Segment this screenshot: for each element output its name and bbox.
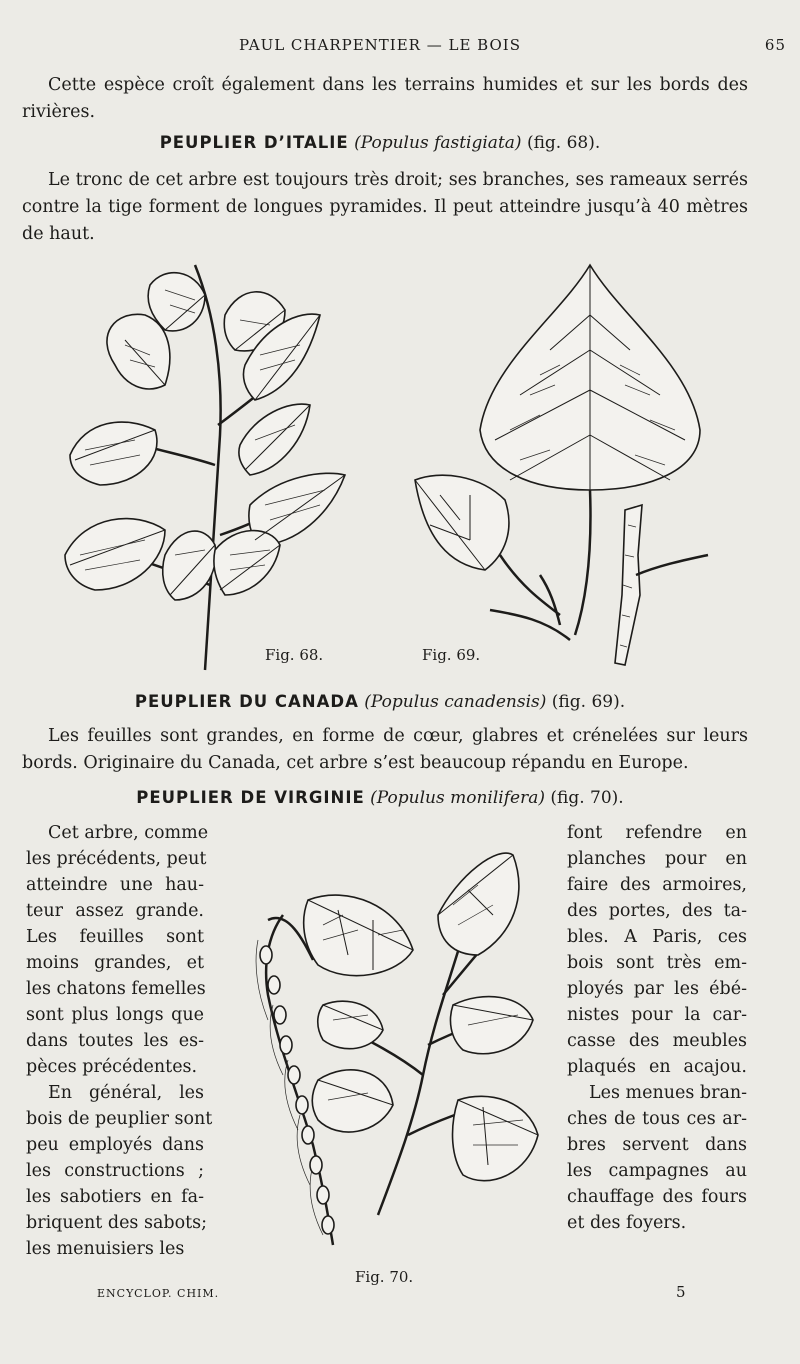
text-line: casse des meubles bbox=[567, 1031, 747, 1051]
text-line: les menuisiers les bbox=[26, 1239, 185, 1259]
fig-70-illustration bbox=[228, 845, 558, 1265]
text-line: peu employés dans bbox=[26, 1135, 204, 1155]
italie-paragraph: Le tronc de cet arbre est toujours très droit; ses branches, ses rameaux serrés contre la tige forment de longues pyramides. Il peut atteindre jusqu’à 40 mètres de haut. bbox=[22, 170, 748, 244]
heading-peuplier-virginie bbox=[0, 788, 760, 808]
footer-signature: ENCYCLOP. CHIM. bbox=[97, 1287, 220, 1300]
text-line: ployés par les ébé- bbox=[567, 979, 747, 999]
text-line: Les feuilles sont bbox=[26, 927, 204, 947]
fig-69-caption: Fig. 69. bbox=[422, 646, 481, 664]
fig-68-caption: Fig. 68. bbox=[265, 646, 324, 664]
footer-signature-number: 5 bbox=[676, 1283, 687, 1301]
species-latin: (Populus monilifera) bbox=[370, 788, 545, 808]
canada-paragraph: Les feuilles sont grandes, en forme de cœur, glabres et crénelées sur leurs bords. Originaire du Canada, cet arbre s’est beaucoup répandu en Europe. bbox=[22, 726, 748, 773]
page-number: 65 bbox=[764, 36, 786, 54]
species-latin: (Populus canadensis) bbox=[364, 692, 547, 712]
intro-paragraph: Cette espèce croît également dans les terrains humides et sur les bords des rivières. bbox=[22, 75, 748, 122]
text-line: pèces précédentes. bbox=[26, 1057, 198, 1077]
text-line: et des foyers. bbox=[567, 1213, 687, 1233]
text-line: atteindre une hau- bbox=[26, 875, 204, 895]
text-line: Cet arbre, comme bbox=[48, 823, 209, 843]
text-line: les sabotiers en fa- bbox=[26, 1187, 204, 1207]
species-latin: (Populus fastigiata) bbox=[354, 133, 522, 153]
species-name: PEUPLIER D’ITALIE bbox=[159, 133, 349, 152]
figure-reference: (fig. 70). bbox=[550, 788, 624, 808]
text-line: faire des armoires, bbox=[567, 875, 747, 895]
text-line: Les menues bran- bbox=[589, 1083, 748, 1103]
text-line: bles. A Paris, ces bbox=[567, 927, 747, 947]
text-line: moins grandes, et bbox=[26, 953, 204, 973]
text-line: planches pour en bbox=[567, 849, 747, 869]
text-line: bres servent dans bbox=[567, 1135, 747, 1155]
text-line: chauffage des fours bbox=[567, 1187, 747, 1207]
fig-68-illustration bbox=[55, 255, 355, 675]
fig-69-illustration bbox=[410, 255, 720, 675]
virginie-right-column bbox=[567, 820, 747, 1236]
text-line: plaqués en acajou. bbox=[567, 1057, 747, 1077]
figure-reference: (fig. 69). bbox=[551, 692, 626, 712]
species-name: PEUPLIER DU CANADA bbox=[134, 692, 359, 711]
text-line: font refendre en bbox=[567, 823, 747, 843]
text-line: bois sont très em- bbox=[567, 953, 747, 973]
text-line: dans toutes les es- bbox=[26, 1031, 204, 1051]
text-line: teur assez grande. bbox=[26, 901, 204, 921]
virginie-left-column bbox=[26, 820, 213, 1262]
figure-reference: (fig. 68). bbox=[526, 133, 601, 153]
heading-peuplier-italie bbox=[0, 133, 760, 153]
running-title: PAUL CHARPENTIER — LE BOIS bbox=[239, 36, 521, 54]
text-line: les chatons femelles bbox=[26, 979, 206, 999]
text-line: des portes, des ta- bbox=[567, 901, 747, 921]
fig-70-caption: Fig. 70. bbox=[355, 1268, 414, 1286]
heading-peuplier-canada bbox=[0, 692, 760, 712]
text-line: sont plus longs que bbox=[26, 1005, 204, 1025]
text-line: bois de peuplier sont bbox=[26, 1109, 213, 1129]
text-line: briquent des sabots; bbox=[26, 1213, 208, 1233]
species-name: PEUPLIER DE VIRGINIE bbox=[136, 788, 365, 807]
text-line: les campagnes au bbox=[567, 1161, 747, 1181]
page-header bbox=[0, 36, 800, 58]
text-line: les constructions ; bbox=[26, 1161, 204, 1181]
text-line: les précédents, peut bbox=[26, 849, 207, 869]
text-line: En général, les bbox=[48, 1083, 204, 1103]
text-line: ches de tous ces ar- bbox=[567, 1109, 747, 1129]
text-line: nistes pour la car- bbox=[567, 1005, 747, 1025]
